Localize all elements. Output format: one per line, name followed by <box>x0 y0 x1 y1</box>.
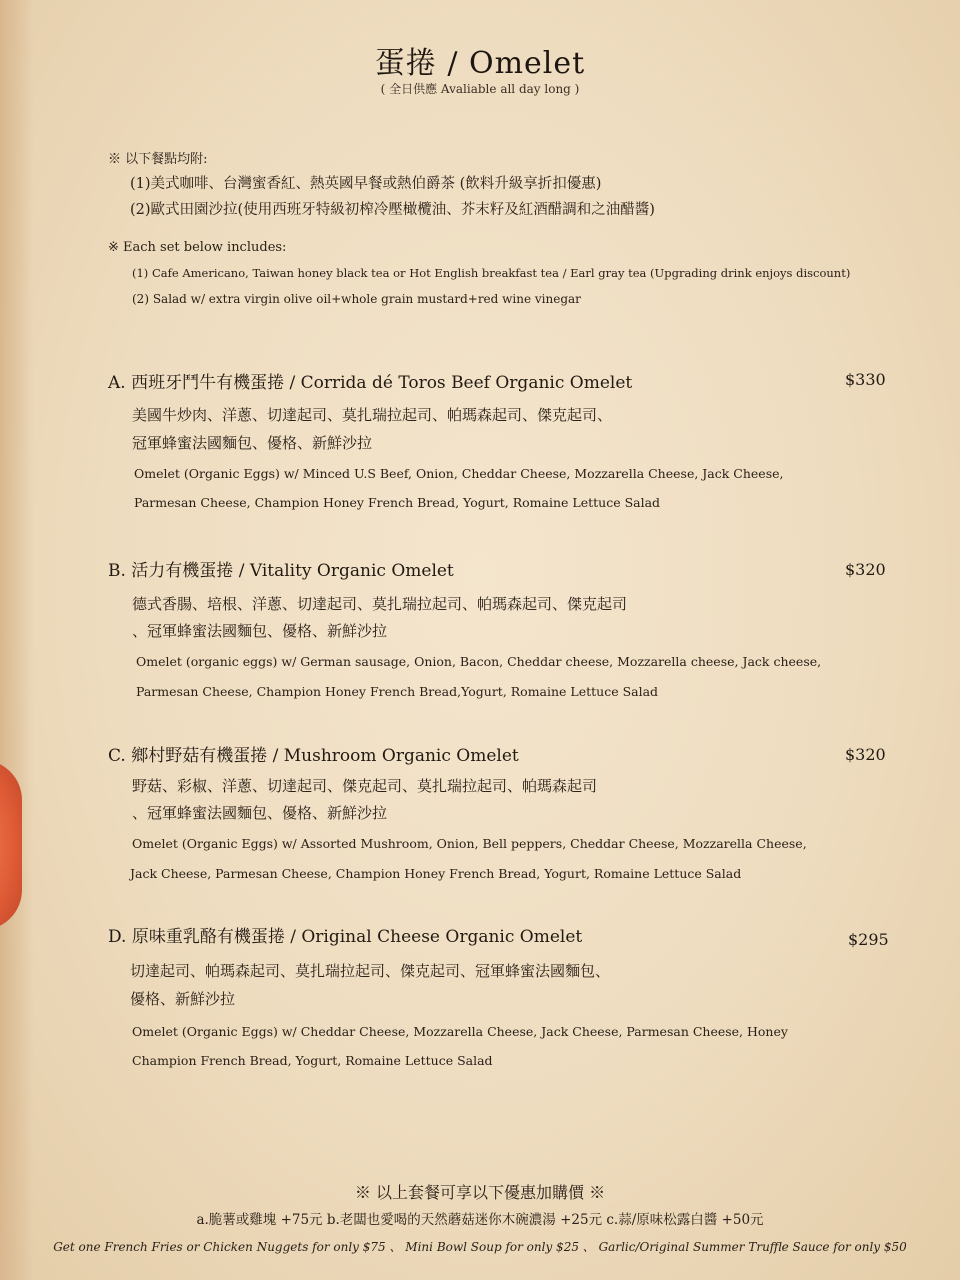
item-c-price: $320 <box>845 745 886 764</box>
notes-en-title: ※ Each set below includes: <box>108 240 287 255</box>
item-b-zh-line2: 、冠軍蜂蜜法國麵包、優格、新鮮沙拉 <box>132 622 388 640</box>
item-d-zh-line2: 優格、新鮮沙拉 <box>130 990 236 1008</box>
notes-zh-title: ※ 以下餐點均附: <box>108 152 208 167</box>
item-d-zh-line1: 切達起司、帕瑪森起司、莫扎瑞拉起司、傑克起司、冠軍蜂蜜法國麵包、 <box>130 962 611 980</box>
item-c-heading: C. 鄉村野菇有機蛋捲 / Mushroom Organic Omelet <box>108 746 519 766</box>
paper-shadow-edge <box>0 0 34 1280</box>
page-title: 蛋捲 / Omelet <box>374 46 586 81</box>
item-a-en-line1: Omelet (Organic Eggs) w/ Minced U.S Beef, Onion, Cheddar Cheese, Mozzarella Cheese, Jack Cheese, <box>134 466 784 481</box>
footer-heading: ※ 以上套餐可享以下優惠加購價 ※ <box>354 1183 606 1202</box>
item-b-en-line1: Omelet (organic eggs) w/ German sausage, Onion, Bacon, Cheddar cheese, Mozzarella cheese, Jack cheese, <box>136 654 822 669</box>
notes-en-line2: (2) Salad w/ extra virgin olive oil+whole grain mustard+red wine vinegar <box>132 292 581 306</box>
item-a-en-line2: Parmesan Cheese, Champion Honey French Bread, Yogurt, Romaine Lettuce Salad <box>134 495 661 510</box>
item-b-heading: B. 活力有機蛋捲 / Vitality Organic Omelet <box>108 561 454 581</box>
item-c-zh-line2: 、冠軍蜂蜜法國麵包、優格、新鮮沙拉 <box>132 804 388 822</box>
notes-en-line1: (1) Cafe Americano, Taiwan honey black tea or Hot English breakfast tea / Earl gray tea (Upgrading drink enjoys discount) <box>132 266 851 280</box>
footer-addons-en: Get one French Fries or Chicken Nuggets for only $75 、 Mini Bowl Soup for only $25 、 Garlic/Original Summer Truffle Sauce for only $50 <box>53 1240 907 1254</box>
footer-addons-zh: a.脆薯或雞塊 +75元 b.老闆也愛喝的天然蘑菇迷你木碗濃湯 +25元 c.蒜/原味松露白醬 +50元 <box>196 1212 764 1228</box>
item-c-en-line1: Omelet (Organic Eggs) w/ Assorted Mushroom, Onion, Bell peppers, Cheddar Cheese, Mozzarella Cheese, <box>132 836 807 851</box>
notes-zh-line2: (2)歐式田園沙拉(使用西班牙特級初榨冷壓橄欖油、芥末籽及紅酒醋調和之油醋醬) <box>130 202 655 218</box>
page-subtitle: ( 全日供應 Avaliable all day long ) <box>380 82 580 96</box>
item-d-heading: D. 原味重乳酪有機蛋捲 / Original Cheese Organic Omelet <box>108 927 583 947</box>
item-d-price: $295 <box>848 930 889 949</box>
item-c-en-line2: Jack Cheese, Parmesan Cheese, Champion Honey French Bread, Yogurt, Romaine Lettuce Salad <box>130 866 742 881</box>
item-b-zh-line1: 德式香腸、培根、洋蔥、切達起司、莫扎瑞拉起司、帕瑪森起司、傑克起司 <box>132 595 628 613</box>
item-a-price: $330 <box>845 370 886 389</box>
item-d-en-line2: Champion French Bread, Yogurt, Romaine Lettuce Salad <box>132 1053 493 1068</box>
notes-zh-line1: (1)美式咖啡、台灣蜜香紅、熱英國早餐或熱伯爵茶 (飲料升級享折扣優惠) <box>130 176 602 192</box>
item-c-zh-line1: 野菇、彩椒、洋蔥、切達起司、傑克起司、莫扎瑞拉起司、帕瑪森起司 <box>132 777 598 795</box>
thumb-holding-menu <box>0 760 22 930</box>
item-d-en-line1: Omelet (Organic Eggs) w/ Cheddar Cheese, Mozzarella Cheese, Jack Cheese, Parmesan Cheese, Honey <box>132 1024 788 1039</box>
item-b-price: $320 <box>845 560 886 579</box>
item-b-en-line2: Parmesan Cheese, Champion Honey French Bread,Yogurt, Romaine Lettuce Salad <box>136 684 659 699</box>
item-a-heading: A. 西班牙鬥牛有機蛋捲 / Corrida dé Toros Beef Organic Omelet <box>108 373 633 393</box>
item-a-zh-line1: 美國牛炒肉、洋蔥、切達起司、莫扎瑞拉起司、帕瑪森起司、傑克起司、 <box>132 406 613 424</box>
item-a-zh-line2: 冠軍蜂蜜法國麵包、優格、新鮮沙拉 <box>132 434 373 452</box>
